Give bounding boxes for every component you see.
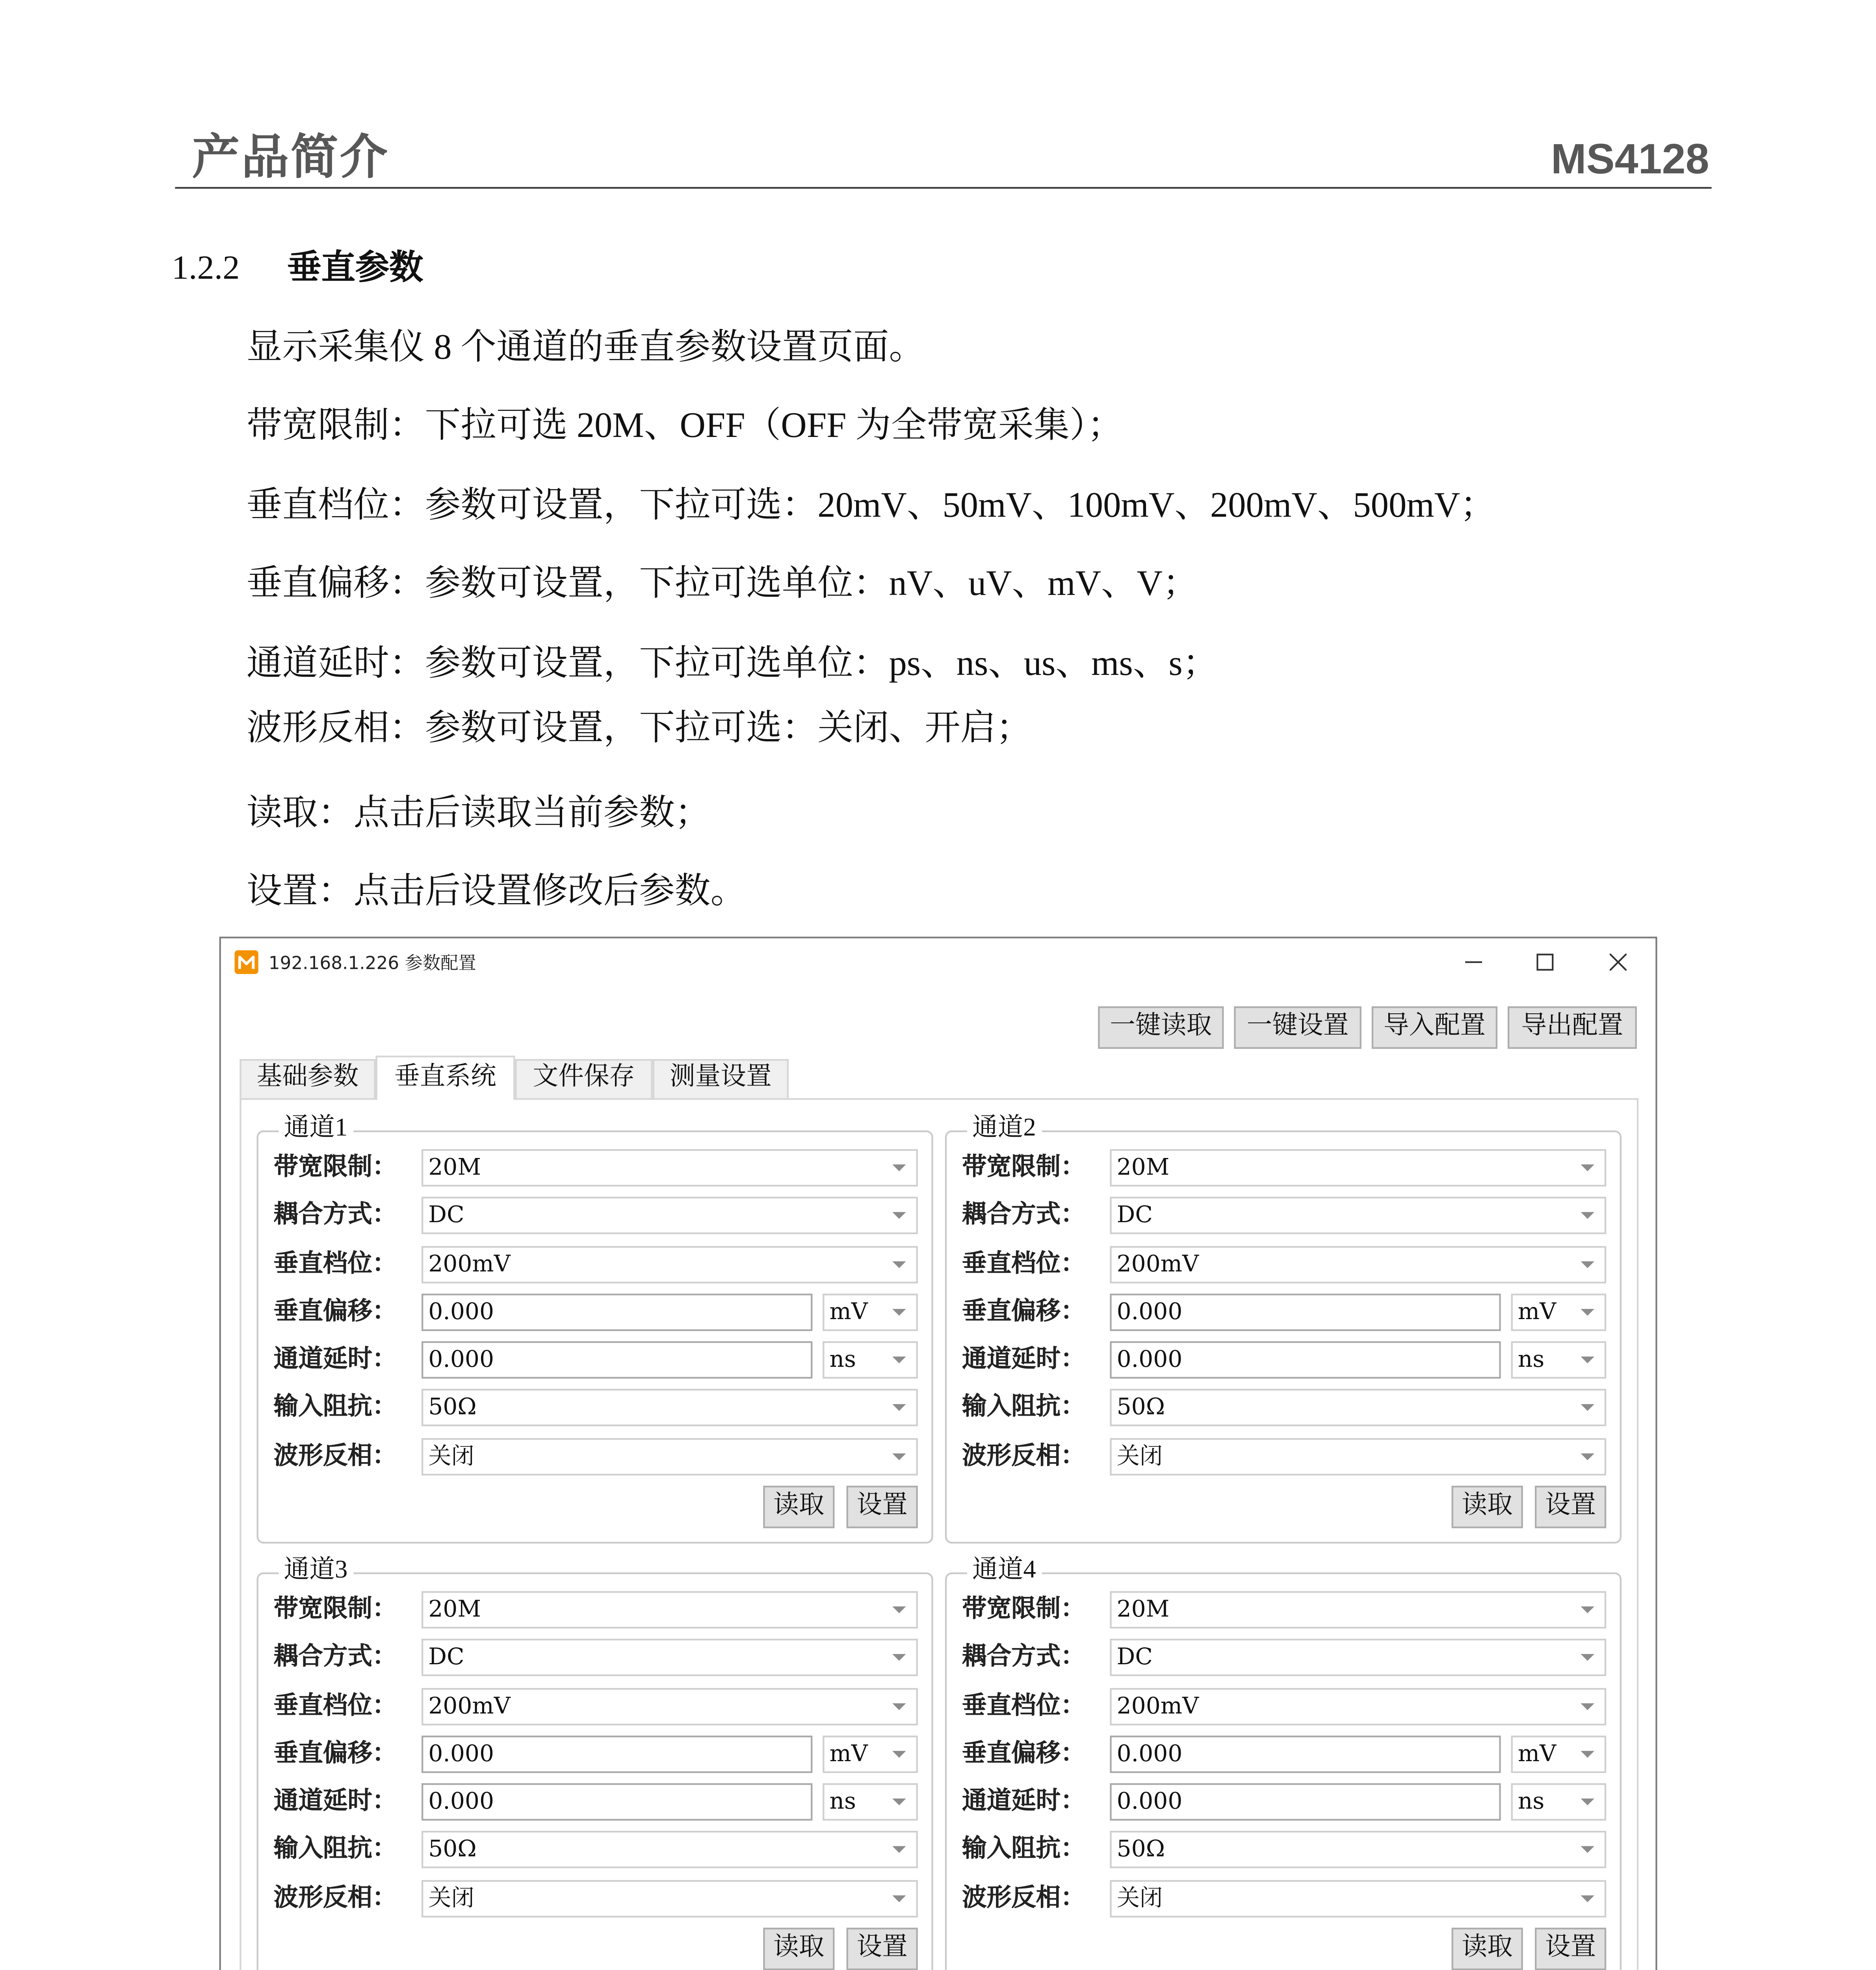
- chevron-down-icon: [1581, 1453, 1594, 1460]
- impedance-value: 50Ω: [1116, 1394, 1165, 1421]
- chevron-down-icon: [892, 1846, 906, 1853]
- impedance-value: 50Ω: [428, 1836, 477, 1863]
- chevron-down-icon: [1581, 1799, 1594, 1805]
- impedance-label: 输入阻抗：: [273, 1836, 397, 1863]
- channel-1-group: [256, 1115, 933, 1543]
- section-title: 垂直参数: [287, 250, 423, 288]
- delay-unit-value: ns: [829, 1346, 856, 1374]
- coupling-label: 耦合方式：: [962, 1644, 1085, 1671]
- offset-unit-value: mV: [1518, 1299, 1557, 1326]
- coupling-value: DC: [1116, 1644, 1153, 1671]
- channel-3-delay-unit-select[interactable]: [823, 1783, 918, 1821]
- chevron-down-icon: [1581, 1164, 1594, 1171]
- chevron-down-icon: [1581, 1357, 1594, 1363]
- scale-label: 垂直档位：: [273, 1693, 397, 1721]
- invert-value: 关闭: [1116, 1443, 1163, 1471]
- paragraph-intro: 显示采集仪 8 个通道的垂直参数设置页面。: [246, 326, 925, 367]
- impedance-label: 输入阻抗：: [962, 1836, 1085, 1863]
- bandwidth-label: 带宽限制：: [962, 1154, 1085, 1182]
- bandwidth-value: 20M: [1116, 1154, 1170, 1182]
- app-logo-icon: [234, 950, 258, 974]
- channel-1-offset-input[interactable]: [422, 1294, 812, 1331]
- coupling-label: 耦合方式：: [273, 1644, 397, 1671]
- paragraph-set: 设置：点击后设置修改后参数。: [246, 870, 747, 911]
- channel-3-set-button[interactable]: 设置: [847, 1928, 918, 1970]
- channel-2-read-button[interactable]: 读取: [1452, 1486, 1523, 1528]
- chevron-down-icon: [1581, 1212, 1594, 1219]
- header-model: MS4128: [1551, 136, 1709, 184]
- channel-2-bandwidth-select[interactable]: [1110, 1149, 1606, 1187]
- paragraph-delay: 通道延时：参数可设置，下拉可选单位：ps、ns、us、ms、s；: [246, 642, 1218, 684]
- coupling-value: DC: [428, 1644, 464, 1671]
- channel-2-delay-input[interactable]: [1110, 1341, 1501, 1379]
- offset-unit-value: mV: [829, 1299, 868, 1326]
- channel-3-delay-input[interactable]: [422, 1783, 812, 1821]
- offset-unit-value: mV: [1518, 1741, 1557, 1768]
- chevron-down-icon: [1581, 1261, 1594, 1268]
- channel-4-impedance-select[interactable]: [1110, 1831, 1606, 1868]
- export-config-button[interactable]: 导出配置: [1508, 1006, 1637, 1049]
- channel-4-delay-input[interactable]: [1110, 1783, 1501, 1821]
- chevron-down-icon: [1581, 1703, 1594, 1710]
- chevron-down-icon: [892, 1703, 906, 1710]
- coupling-value: DC: [428, 1202, 464, 1229]
- channel-4-read-button[interactable]: 读取: [1452, 1928, 1523, 1970]
- chevron-down-icon: [892, 1212, 906, 1219]
- bandwidth-label: 带宽限制：: [962, 1596, 1085, 1624]
- invert-label: 波形反相：: [962, 1885, 1085, 1912]
- channel-3-offset-input[interactable]: [422, 1736, 812, 1773]
- channel-4-scale-select[interactable]: [1110, 1688, 1606, 1725]
- invert-label: 波形反相：: [273, 1443, 397, 1471]
- chevron-down-icon: [892, 1357, 906, 1363]
- tab-measure-settings[interactable]: 测量设置: [653, 1059, 789, 1098]
- invert-value: 关闭: [428, 1443, 474, 1471]
- delay-unit-value: ns: [829, 1788, 856, 1816]
- channel-3-impedance-select[interactable]: [422, 1831, 918, 1868]
- bandwidth-value: 20M: [1116, 1596, 1170, 1624]
- chevron-down-icon: [892, 1309, 906, 1316]
- channel-2-impedance-select[interactable]: [1110, 1389, 1606, 1426]
- channel-2-delay-unit-select[interactable]: [1511, 1341, 1607, 1379]
- chevron-down-icon: [892, 1896, 906, 1902]
- channel-2-group: [945, 1115, 1622, 1543]
- channel-4-set-button[interactable]: 设置: [1535, 1928, 1606, 1970]
- chevron-down-icon: [892, 1404, 906, 1411]
- chevron-down-icon: [1581, 1309, 1594, 1316]
- read-all-button[interactable]: 一键读取: [1098, 1006, 1224, 1049]
- scale-value: 200mV: [1116, 1693, 1199, 1721]
- scale-label: 垂直档位：: [962, 1693, 1085, 1721]
- delay-label: 通道延时：: [273, 1346, 397, 1374]
- chevron-down-icon: [1581, 1751, 1594, 1758]
- scale-value: 200mV: [428, 1251, 511, 1279]
- offset-label: 垂直偏移：: [273, 1741, 397, 1768]
- delay-label: 通道延时：: [273, 1788, 397, 1816]
- coupling-value: DC: [1116, 1202, 1153, 1229]
- channel-1-scale-select[interactable]: [422, 1246, 918, 1284]
- channel-1-delay-unit-select[interactable]: [823, 1341, 918, 1379]
- channel-1-coupling-select[interactable]: [422, 1197, 918, 1234]
- header-divider: [175, 187, 1711, 189]
- window-title: 192.168.1.226 参数配置: [268, 953, 476, 974]
- paragraph-invert: 波形反相：参数可设置，下拉可选：关闭、开启；: [246, 707, 1032, 748]
- chevron-down-icon: [892, 1751, 906, 1758]
- channel-2-invert-select[interactable]: [1110, 1438, 1606, 1476]
- chevron-down-icon: [892, 1799, 906, 1805]
- minimize-icon[interactable]: [1465, 953, 1482, 970]
- impedance-label: 输入阻抗：: [273, 1394, 397, 1421]
- bandwidth-value: 20M: [428, 1596, 481, 1624]
- impedance-label: 输入阻抗：: [962, 1394, 1085, 1421]
- invert-value: 关闭: [1116, 1885, 1163, 1912]
- channel-2-offset-unit-select[interactable]: [1511, 1294, 1607, 1331]
- channel-3-coupling-select[interactable]: [422, 1639, 918, 1676]
- chevron-down-icon: [892, 1606, 906, 1613]
- paragraph-offset: 垂直偏移：参数可设置，下拉可选单位：nV、uV、mV、V；: [246, 563, 1198, 604]
- channel-1-invert-select[interactable]: [422, 1438, 918, 1476]
- channel-3-read-button[interactable]: 读取: [763, 1928, 834, 1970]
- chevron-down-icon: [1581, 1896, 1594, 1902]
- channel-4-offset-unit-select[interactable]: [1511, 1736, 1607, 1773]
- bandwidth-label: 带宽限制：: [273, 1154, 397, 1182]
- maximize-icon[interactable]: [1536, 953, 1553, 970]
- channel-1-read-button[interactable]: 读取: [763, 1486, 834, 1528]
- channel-4-coupling-select[interactable]: [1110, 1639, 1606, 1676]
- chevron-down-icon: [892, 1654, 906, 1661]
- chevron-down-icon: [1581, 1846, 1594, 1853]
- tab-vertical-system[interactable]: 垂直系统: [376, 1056, 515, 1100]
- paragraph-bandwidth: 带宽限制：下拉可选 20M、OFF（OFF 为全带宽采集）；: [246, 404, 1123, 446]
- bandwidth-value: 20M: [428, 1154, 481, 1182]
- channel-2-title: 通道2: [967, 1113, 1041, 1144]
- close-icon[interactable]: [1610, 953, 1627, 970]
- bandwidth-label: 带宽限制：: [273, 1596, 397, 1624]
- tab-file-save[interactable]: 文件保存: [515, 1059, 652, 1098]
- tab-basic-params[interactable]: 基础参数: [240, 1059, 375, 1098]
- impedance-value: 50Ω: [1116, 1836, 1165, 1863]
- offset-label: 垂直偏移：: [273, 1299, 397, 1326]
- chevron-down-icon: [892, 1164, 906, 1171]
- coupling-label: 耦合方式：: [273, 1202, 397, 1229]
- channel-4-bandwidth-select[interactable]: [1110, 1591, 1606, 1628]
- paragraph-scale: 垂直档位：参数可设置，下拉可选：20mV、50mV、100mV、200mV、500mV；: [246, 484, 1496, 526]
- channel-1-impedance-select[interactable]: [422, 1389, 918, 1426]
- channel-1-offset-unit-select[interactable]: [823, 1294, 918, 1331]
- chevron-down-icon: [1581, 1654, 1594, 1661]
- channel-2-coupling-select[interactable]: [1110, 1197, 1606, 1234]
- channel-3-bandwidth-select[interactable]: [422, 1591, 918, 1628]
- channel-1-title: 通道1: [279, 1113, 353, 1144]
- param-config-window: [219, 937, 1657, 1970]
- scale-label: 垂直档位：: [962, 1251, 1085, 1279]
- channel-4-title: 通道4: [967, 1556, 1041, 1586]
- invert-label: 波形反相：: [962, 1443, 1085, 1471]
- scale-value: 200mV: [428, 1693, 511, 1721]
- section-number: 1.2.2: [171, 250, 240, 288]
- import-config-button[interactable]: 导入配置: [1372, 1006, 1497, 1049]
- channel-3-offset-unit-select[interactable]: [823, 1736, 918, 1773]
- offset-unit-value: mV: [829, 1741, 868, 1768]
- scale-label: 垂直档位：: [273, 1251, 397, 1279]
- channel-2-set-button[interactable]: 设置: [1535, 1486, 1606, 1528]
- chevron-down-icon: [1581, 1606, 1594, 1613]
- invert-label: 波形反相：: [273, 1885, 397, 1912]
- channel-2-offset-input[interactable]: [1110, 1294, 1501, 1331]
- channel-4-delay-unit-select[interactable]: [1511, 1783, 1607, 1821]
- header-title: 产品简介: [192, 129, 390, 186]
- delay-label: 通道延时：: [962, 1346, 1085, 1374]
- delay-unit-value: ns: [1518, 1788, 1545, 1816]
- channel-3-title: 通道3: [279, 1556, 353, 1586]
- scale-value: 200mV: [1116, 1251, 1199, 1279]
- chevron-down-icon: [892, 1453, 906, 1460]
- offset-label: 垂直偏移：: [962, 1741, 1085, 1768]
- invert-value: 关闭: [428, 1885, 474, 1912]
- channel-1-bandwidth-select[interactable]: [422, 1149, 918, 1187]
- delay-unit-value: ns: [1518, 1346, 1545, 1374]
- chevron-down-icon: [1581, 1404, 1594, 1411]
- channel-2-scale-select[interactable]: [1110, 1246, 1606, 1284]
- delay-label: 通道延时：: [962, 1788, 1085, 1816]
- coupling-label: 耦合方式：: [962, 1202, 1085, 1229]
- offset-label: 垂直偏移：: [962, 1299, 1085, 1326]
- channel-4-offset-input[interactable]: [1110, 1736, 1501, 1773]
- channel-3-invert-select[interactable]: [422, 1880, 918, 1918]
- channel-3-scale-select[interactable]: [422, 1688, 918, 1725]
- chevron-down-icon: [892, 1261, 906, 1268]
- paragraph-read: 读取：点击后读取当前参数；: [246, 792, 711, 833]
- channel-4-invert-select[interactable]: [1110, 1880, 1606, 1918]
- channel-1-set-button[interactable]: 设置: [847, 1486, 918, 1528]
- channel-4-group: [945, 1557, 1622, 1970]
- set-all-button[interactable]: 一键设置: [1234, 1006, 1361, 1049]
- impedance-value: 50Ω: [428, 1394, 477, 1421]
- channel-3-group: [256, 1557, 933, 1970]
- channel-1-delay-input[interactable]: [422, 1341, 812, 1379]
